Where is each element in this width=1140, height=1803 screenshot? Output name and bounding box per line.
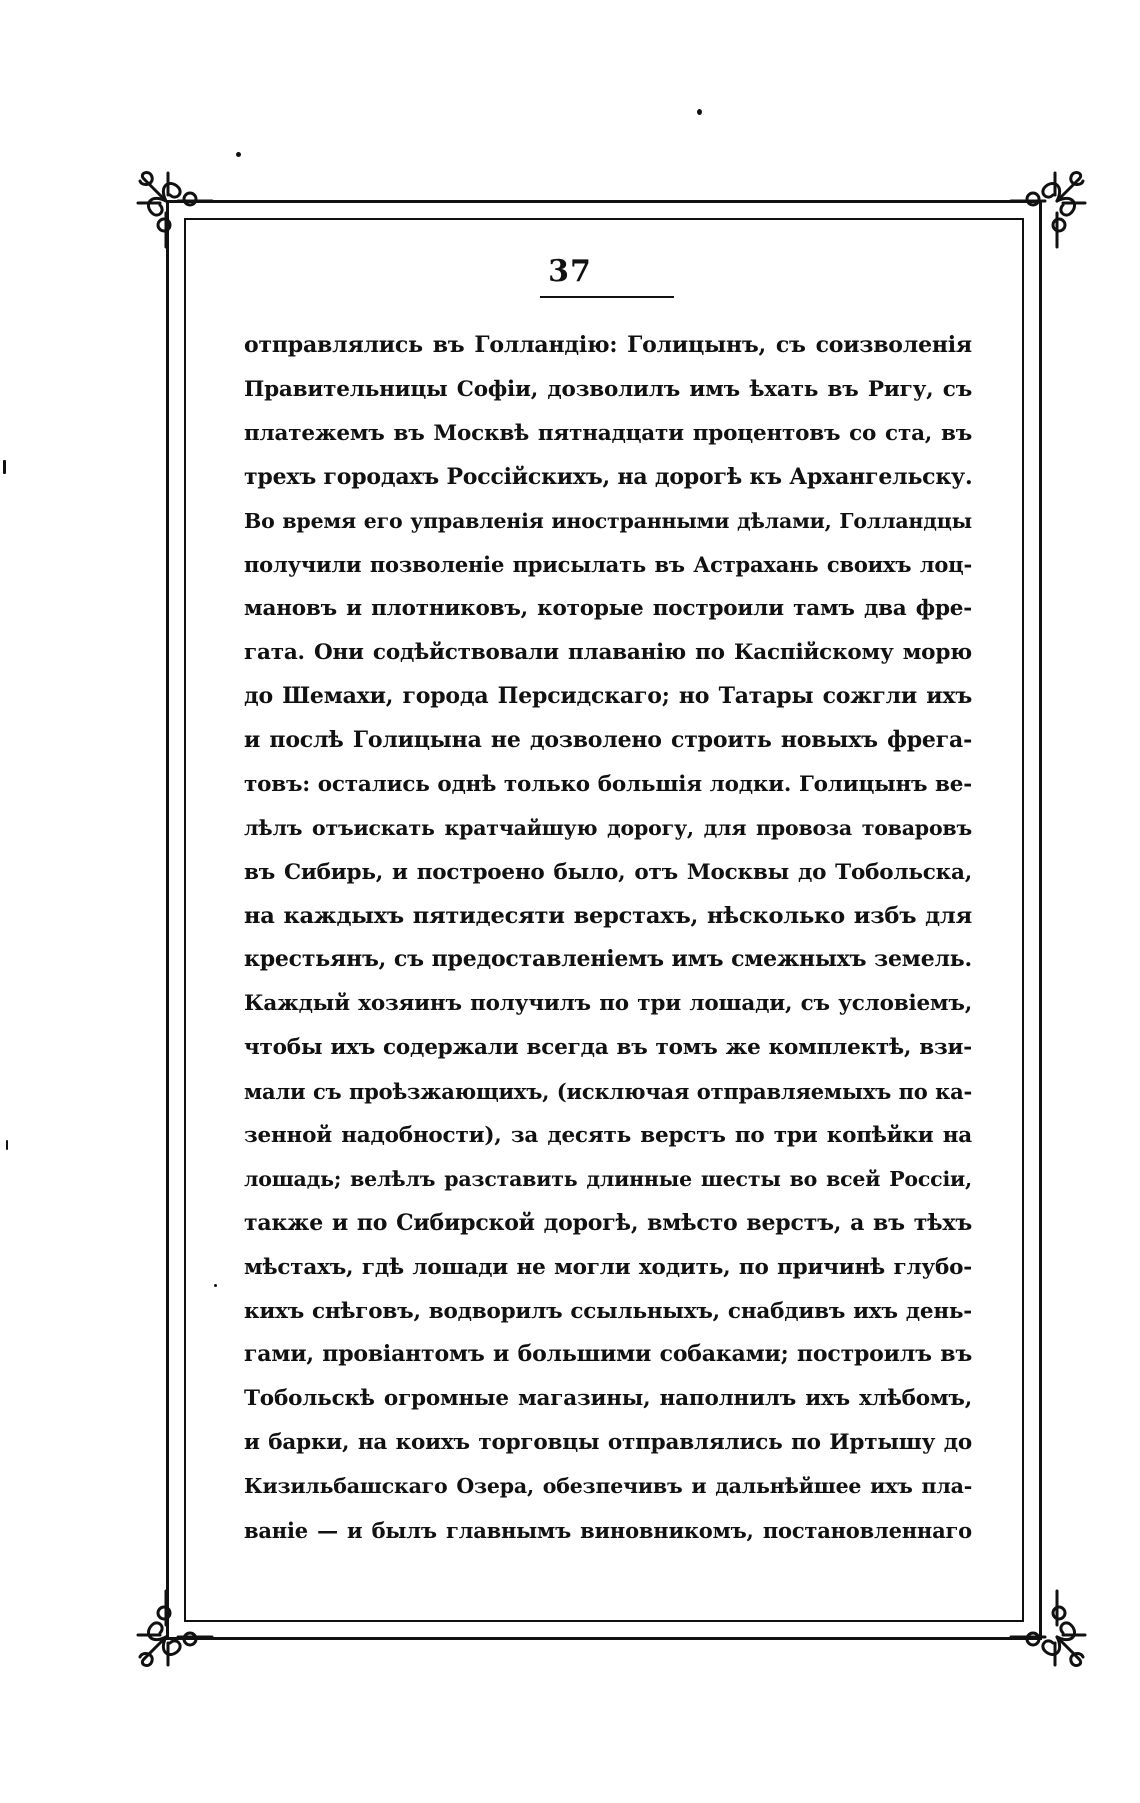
text-line: чтобы ихъ содержали всегда въ томъ же комплектѣ, взи- [244, 1035, 972, 1061]
text-line: мѣстахъ, гдѣ лошади не могли ходить, по причинѣ глубо- [244, 1254, 972, 1280]
print-speck [236, 152, 241, 157]
corner-ornament-icon [130, 1583, 220, 1673]
text-line: гами, провіантомъ и большими собаками; построилъ въ [244, 1341, 972, 1368]
text-line: получили позволеніе присылать въ Астрахань своихъ лоц- [244, 552, 972, 578]
text-line: зенной надобности), за десять верстъ по три копѣйки на [244, 1123, 972, 1149]
text-line: также и по Сибирской дорогѣ, вмѣсто верстъ, а въ тѣхъ [244, 1209, 972, 1236]
text-line: крестьянъ, съ предоставленіемъ имъ смежныхъ земель. [244, 946, 972, 973]
text-line: Во время его управленія иностранными дѣлами, Голландцы [244, 508, 972, 533]
text-line: лѣлъ отъискать кратчайшую дорогу, для провоза товаровъ [244, 815, 972, 840]
text-line: мановъ и плотниковъ, которые построили тамъ два фре- [244, 596, 972, 622]
text-line: Кизильбашскаго Озера, обезпечивъ и дальнѣйшее ихъ пла- [244, 1474, 972, 1499]
print-speck [697, 109, 702, 115]
print-speck [6, 1140, 8, 1150]
text-line: лошадь; велѣлъ разставить длинные шесты во всей Россіи, [244, 1166, 972, 1191]
print-speck [3, 460, 6, 474]
text-line: до Шемахи, города Персидскаго; но Татары сожгли ихъ [244, 683, 972, 710]
text-line: ваніе — и былъ главнымъ виновникомъ, постановленнаго [244, 1518, 972, 1544]
text-line: мали съ проѣзжающихъ, (исключая отправляемыхъ по ка- [244, 1079, 972, 1105]
text-line: гата. Они содѣйствовали плаванію по Каспійскому морю [244, 640, 972, 666]
text-line: трехъ городахъ Россійскихъ, на дорогѣ къ Архангельску. [244, 463, 973, 490]
text-line: Тобольскѣ огромные магазины, наполнилъ ихъ хлѣбомъ, [244, 1386, 972, 1412]
page-text [244, 324, 972, 1553]
corner-ornament-icon [130, 165, 220, 255]
text-line: Правительницы Софіи, дозволилъ имъ ѣхать въ Ригу, съ [244, 376, 972, 402]
text-line: товъ: остались однѣ только большія лодки. Голицынъ ве- [244, 771, 972, 797]
text-line: въ Сибирь, и построено было, отъ Москвы до Тобольска, [244, 859, 972, 885]
text-line: и барки, на коихъ торговцы отправлялись по Иртышу до [244, 1430, 972, 1456]
text-line: и послѣ Голицына не дозволено строить новыхъ фрега- [244, 727, 972, 754]
text-line: Каждый хозяинъ получилъ по три лошади, съ условіемъ, [244, 991, 972, 1017]
text-line: кихъ снѣговъ, водворилъ ссыльныхъ, снабдивъ ихъ день- [244, 1298, 972, 1324]
page-number: 37 [548, 254, 592, 289]
text-line: отправлялись въ Голландію: Голицынъ, съ соизволенія [244, 332, 972, 358]
page-number-rule [540, 296, 674, 298]
corner-ornament-icon [1003, 1583, 1093, 1673]
text-line: платежемъ въ Москвѣ пятнадцати процентовъ со ста, въ [244, 420, 972, 446]
text-line: на каждыхъ пятидесяти верстахъ, нѣсколько избъ для [244, 902, 972, 929]
corner-ornament-icon [1003, 165, 1093, 255]
